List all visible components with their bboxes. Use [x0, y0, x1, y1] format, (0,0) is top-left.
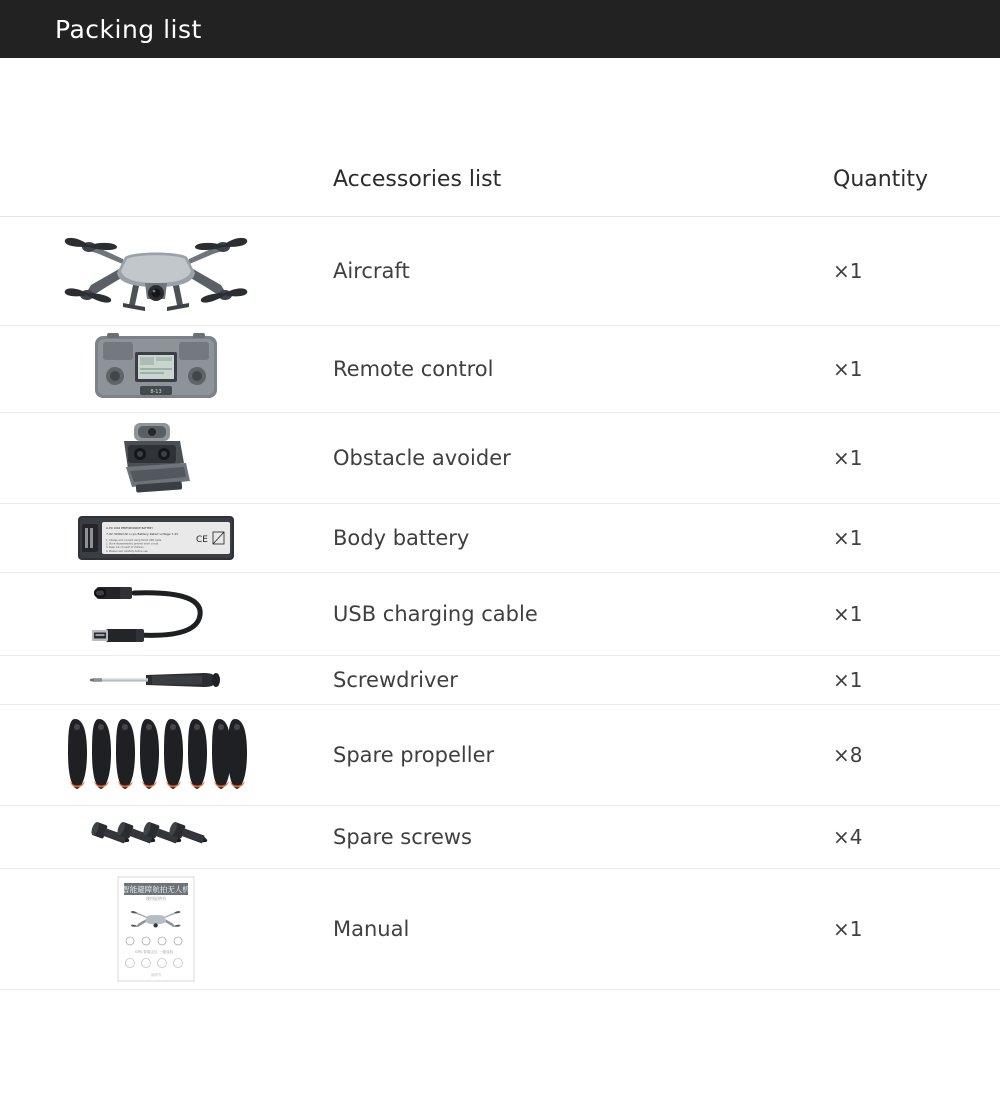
svg-text:智能避障航拍无人机: 智能避障航拍无人机 [122, 885, 190, 894]
table-row [0, 705, 1000, 806]
row-quantity: ×1 [833, 526, 863, 550]
row-quantity: ×1 [833, 917, 863, 941]
row-image-cell [0, 705, 312, 805]
row-name: Remote control [333, 357, 494, 381]
table-header-image-col [0, 164, 312, 194]
svg-text:GPS 智能定位 一键返航: GPS 智能定位 一键返航 [134, 950, 174, 954]
drone-icon [61, 223, 251, 319]
row-quantity: ×1 [833, 668, 863, 692]
table-header-row [0, 164, 1000, 217]
row-image-cell [0, 217, 312, 325]
row-image-cell [0, 869, 312, 989]
remote-control-icon [93, 332, 219, 406]
svg-text:LI-PO 1004 PERFORMANCE BATTERY: LI-PO 1004 PERFORMANCE BATTERY [106, 527, 153, 530]
svg-text:4. Please read carefully befor: 4. Please read carefully before use. [106, 549, 149, 553]
table-row [0, 656, 1000, 705]
table-row [0, 504, 1000, 573]
row-image-cell [0, 573, 312, 655]
svg-text:1. Charge and connect using 5V: 1. Charge and connect using 5V/2A USB cable. [106, 539, 162, 542]
usb-cable-icon [76, 579, 236, 649]
screws-icon [89, 812, 224, 862]
row-quantity: ×4 [833, 825, 863, 849]
row-quantity: ×8 [833, 743, 863, 767]
row-name: Spare screws [333, 825, 472, 849]
svg-text:2. Store disassembled, prevent: 2. Store disassembled, prevent short circuit. [106, 542, 160, 546]
row-name: Screwdriver [333, 668, 458, 692]
row-quantity: ×1 [833, 602, 863, 626]
table-row [0, 573, 1000, 656]
svg-text:使用说明书: 使用说明书 [146, 896, 166, 901]
obstacle-avoider-icon [114, 419, 198, 497]
table-row [0, 869, 1000, 990]
row-quantity: ×1 [833, 357, 863, 381]
table-row [0, 413, 1000, 504]
table-row [0, 217, 1000, 326]
row-quantity: ×1 [833, 446, 863, 470]
table-row [0, 806, 1000, 869]
propeller-icon [61, 711, 251, 799]
screwdriver-icon [86, 662, 226, 698]
svg-text:说明书: 说明书 [150, 973, 162, 977]
row-name: Obstacle avoider [333, 446, 511, 470]
svg-text:7.4V 3000mAh Li-po Battery Rat: 7.4V 3000mAh Li-po Battery Rated voltage 7.4V [106, 532, 179, 536]
packing-list-table [0, 164, 1000, 990]
table-header-name: Accessories list [333, 166, 502, 192]
row-image-cell [0, 656, 312, 704]
page-header [0, 0, 1000, 58]
page-title: Packing list [55, 14, 202, 44]
row-name: Aircraft [333, 259, 410, 283]
row-image-cell [0, 806, 312, 868]
svg-text:CE: CE [196, 535, 208, 545]
row-name: USB charging cable [333, 602, 538, 626]
row-name: Body battery [333, 526, 470, 550]
battery-icon [76, 510, 236, 566]
svg-text:8-13: 8-13 [150, 389, 162, 395]
row-image-cell [0, 326, 312, 412]
row-name: Spare propeller [333, 743, 495, 767]
table-header-quantity: Quantity [833, 166, 929, 192]
row-image-cell [0, 413, 312, 503]
row-image-cell [0, 504, 312, 572]
row-quantity: ×1 [833, 259, 863, 283]
table-row [0, 326, 1000, 413]
row-name: Manual [333, 917, 410, 941]
svg-text:3. Keep out of reach of childr: 3. Keep out of reach of children. [106, 546, 145, 550]
manual-icon [116, 875, 196, 983]
